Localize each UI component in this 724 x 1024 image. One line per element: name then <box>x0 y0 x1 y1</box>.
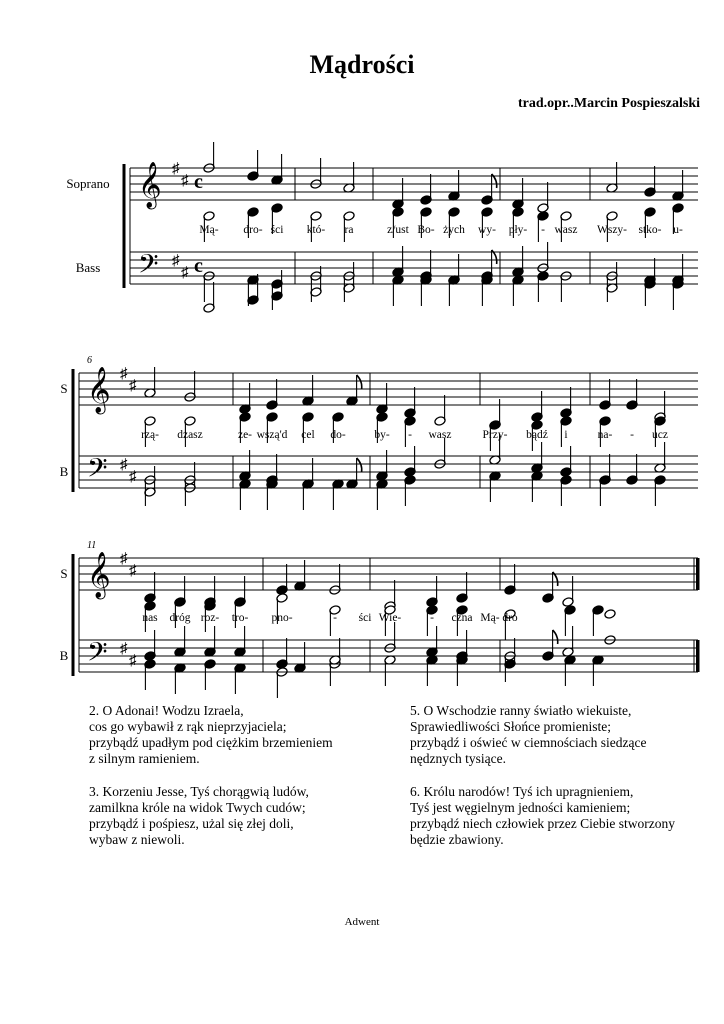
verse-line: zamilkna króle na widok Twych cudów; <box>89 800 306 815</box>
lyric-syllable: ucz <box>652 429 668 441</box>
lyric-syllable: dróg <box>169 612 191 624</box>
verse-line: 5. O Wschodzie ranny światło wiekuiste, <box>410 703 632 718</box>
sharp-sign: ♯ <box>120 457 128 473</box>
lyric-syllable: do- <box>330 429 346 441</box>
note <box>512 246 524 277</box>
lyric-syllable: stko- <box>638 224 662 236</box>
note <box>276 638 288 669</box>
part-label-bass: B <box>59 464 69 479</box>
verse-line: Sprawiedliwości Słońce promieniste; <box>410 719 611 734</box>
page-footer: Adwent <box>344 916 380 928</box>
note <box>384 655 396 686</box>
lyric-syllable: wszą'd <box>256 429 288 441</box>
lyric-syllable: - <box>430 612 434 624</box>
treble-clef-icon: 𝄞 <box>87 367 111 412</box>
note <box>276 667 288 698</box>
lyric-syllable: czna <box>451 612 473 624</box>
note <box>144 630 156 661</box>
note <box>599 475 611 506</box>
note <box>531 471 543 502</box>
music-system <box>60 540 700 698</box>
composer-credit: trad.opr..Marcin Pospieszalski <box>517 96 700 111</box>
note <box>456 572 468 603</box>
note <box>531 391 543 422</box>
right-stanza <box>410 784 710 848</box>
lyric-syllable: Mą- <box>480 612 500 624</box>
treble-clef-icon: 𝄞 <box>138 162 162 207</box>
lyric-syllable: na- <box>597 429 613 441</box>
note <box>302 479 314 510</box>
lyric-syllable: by- <box>374 429 390 441</box>
note <box>204 659 216 690</box>
lyric-syllable: ra <box>344 224 354 236</box>
sharp-sign: ♯ <box>129 469 137 485</box>
note <box>266 479 278 510</box>
note <box>392 178 404 209</box>
part-label-soprano: S <box>60 566 68 581</box>
soprano-staff <box>130 168 698 200</box>
verse-line: 3. Korzeniu Jesse, Tyś chorągwią ludów, <box>89 784 309 799</box>
note <box>672 279 684 310</box>
lyric-syllable: wy- <box>478 224 496 236</box>
lyric-syllable: bądź <box>526 429 548 441</box>
lyric-syllable: ści <box>358 612 372 624</box>
soprano-staff <box>79 558 698 590</box>
lyric-syllable: pły- <box>508 224 528 236</box>
verse-line: z silnym ramieniem. <box>89 751 200 766</box>
note <box>434 395 446 426</box>
sharp-sign: ♯ <box>120 641 128 657</box>
lyric-syllable: dro- <box>243 224 263 236</box>
note <box>266 379 278 410</box>
verse-line: 2. O Adonai! Wodzu Izraela, <box>89 703 244 718</box>
lyric-syllable: Mą- <box>199 224 219 236</box>
verses-left-column <box>89 703 389 865</box>
note <box>239 479 251 510</box>
lyric-syllable: któ- <box>306 224 326 236</box>
lyric-syllable: ści <box>270 224 284 236</box>
note <box>560 387 572 418</box>
sharp-sign: ♯ <box>120 366 128 382</box>
note <box>234 663 246 694</box>
verse-line: przybądź i oświeć w ciemnościach siedzące <box>410 735 647 750</box>
lyric-syllable: - <box>408 429 412 441</box>
note <box>604 609 616 620</box>
sharp-sign: ♯ <box>181 173 189 189</box>
note <box>203 142 215 173</box>
lyric-syllable: i <box>564 429 568 441</box>
note <box>560 475 572 506</box>
sharp-sign: ♯ <box>129 563 137 579</box>
note <box>294 642 306 673</box>
lyric-syllable: u- <box>673 224 683 236</box>
soprano-staff <box>79 373 698 405</box>
lyric-syllable: Przy- <box>482 429 508 441</box>
note <box>562 576 574 607</box>
note <box>654 475 666 506</box>
note <box>537 242 549 273</box>
lyric-syllable: - <box>630 429 634 441</box>
note <box>626 454 638 485</box>
note <box>276 564 288 595</box>
verses-right-column <box>410 703 710 865</box>
note <box>592 605 604 636</box>
note <box>234 626 246 657</box>
measure-number: 6 <box>87 355 92 366</box>
lyric-syllable: cel <box>301 429 315 441</box>
lyric-syllable: wasz <box>554 224 578 236</box>
note <box>310 158 322 189</box>
note <box>560 446 572 477</box>
note <box>606 162 618 193</box>
note-flag <box>357 458 362 472</box>
note <box>434 438 446 469</box>
note <box>144 367 156 398</box>
note <box>504 564 516 595</box>
note <box>239 383 251 414</box>
note <box>144 572 156 603</box>
right-stanza <box>410 703 710 767</box>
left-stanza <box>89 784 389 848</box>
note <box>332 479 344 510</box>
left-stanza <box>89 703 389 767</box>
note <box>329 564 341 595</box>
note <box>426 655 438 686</box>
lyric-syllable: - <box>333 612 337 624</box>
note <box>537 271 549 302</box>
note <box>392 275 404 306</box>
lyric-syllable: Wie- <box>378 612 402 624</box>
sharp-sign: ♯ <box>181 265 189 281</box>
part-label-soprano: S <box>60 381 68 396</box>
bass-clef-icon: 𝄢 <box>138 249 159 285</box>
note <box>174 663 186 694</box>
note <box>512 275 524 306</box>
sharp-sign: ♯ <box>172 253 180 269</box>
common-time-icon: c <box>194 171 203 193</box>
note <box>346 458 362 489</box>
note <box>592 655 604 686</box>
verse-line: wybaw z niewoli. <box>89 832 185 847</box>
note-head <box>604 609 616 620</box>
note <box>426 576 438 607</box>
note <box>560 271 572 302</box>
note <box>489 471 501 502</box>
note <box>542 630 558 661</box>
note <box>644 166 656 197</box>
note <box>184 371 196 402</box>
lyric-syllable: żych <box>443 224 465 236</box>
note <box>294 560 306 591</box>
verse-line: przybądź upadłym pod ciężkim brzemieniem <box>89 735 333 750</box>
note <box>404 475 416 506</box>
sharp-sign: ♯ <box>129 653 137 669</box>
note <box>542 572 558 603</box>
note <box>562 626 574 657</box>
common-time-icon: c <box>194 255 203 277</box>
note <box>343 162 355 193</box>
verse-line: będzie zbawiony. <box>410 832 504 847</box>
treble-clef-icon: 𝄞 <box>87 552 111 597</box>
note <box>448 170 460 201</box>
note <box>346 375 362 406</box>
note <box>420 174 432 205</box>
note-flag <box>357 375 362 389</box>
verse-line: 6. Królu narodów! Tyś ich upragnieniem, <box>410 784 634 799</box>
lyric-syllable: ze- <box>237 429 253 441</box>
lyric-syllable: Bo- <box>417 224 435 236</box>
note <box>644 275 656 306</box>
part-label-soprano: Soprano <box>66 176 110 191</box>
lyric-syllable: Wszy- <box>596 224 628 236</box>
verse-line: Tyś jest węgielnym jedności kamieniem; <box>410 800 631 815</box>
part-label-bass: Bass <box>75 260 101 275</box>
bass-clef-icon: 𝄢 <box>87 453 108 489</box>
note <box>376 450 388 481</box>
note <box>144 659 156 690</box>
lyric-syllable: rzą- <box>141 429 159 441</box>
lyric-syllable: dro <box>502 612 518 624</box>
note <box>564 605 576 636</box>
note <box>456 655 468 686</box>
sharp-sign: ♯ <box>172 161 180 177</box>
lyric-syllable: - <box>541 224 545 236</box>
note <box>376 479 388 510</box>
lyric-syllable: pno- <box>271 612 293 624</box>
verse-line: przybądź niech człowiek przez Ciebie stworzony <box>410 816 676 831</box>
note <box>626 379 638 410</box>
bass-clef-icon: 𝄢 <box>87 637 108 673</box>
note <box>271 154 283 185</box>
note <box>247 150 259 181</box>
measure-number: 11 <box>87 540 97 551</box>
note <box>392 246 404 277</box>
verse-line: cos go wybawił z rąk nieprzyjaciela; <box>89 719 287 734</box>
note <box>239 450 251 481</box>
lyric-syllable: nas <box>142 612 158 624</box>
note <box>672 170 684 201</box>
note <box>174 626 186 657</box>
note <box>404 446 416 477</box>
lyric-syllable: wasz <box>428 429 452 441</box>
lyric-syllable: dzasz <box>177 429 203 441</box>
verse-line: nędznych tysiące. <box>410 751 506 766</box>
music-system <box>60 355 668 510</box>
page-title: Mądrości <box>309 50 415 79</box>
note <box>448 275 460 306</box>
lyric-syllable: tro- <box>231 612 249 624</box>
note <box>599 379 611 410</box>
note <box>404 387 416 418</box>
note <box>302 375 314 406</box>
verse-line: przybądź i pośpiesz, użal się złej doli, <box>89 816 294 831</box>
note-flag <box>553 630 558 644</box>
part-label-bass: B <box>59 648 69 663</box>
note <box>512 178 524 209</box>
note <box>376 383 388 414</box>
note <box>420 275 432 306</box>
lyric-syllable: roz- <box>200 612 220 624</box>
note <box>329 655 341 686</box>
sharp-sign: ♯ <box>129 378 137 394</box>
note <box>537 182 549 213</box>
note <box>564 655 576 686</box>
note <box>481 275 493 306</box>
lyric-syllable: z/ust <box>387 224 409 236</box>
sharp-sign: ♯ <box>120 551 128 567</box>
note <box>481 174 497 205</box>
